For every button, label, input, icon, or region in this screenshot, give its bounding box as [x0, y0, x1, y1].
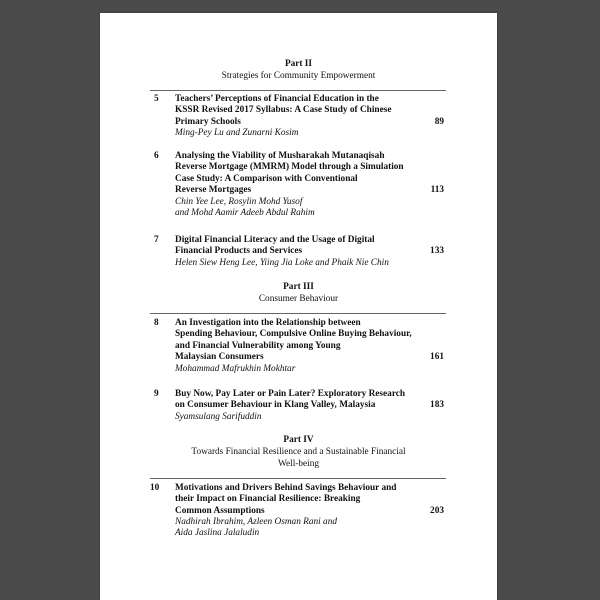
divider — [150, 313, 446, 314]
part-number: Part IV — [283, 435, 314, 445]
chapter-authors: Helen Siew Heng Lee, Yiing Jia Loke and Phaik Nie Chin — [175, 258, 389, 268]
part-title: Strategies for Community Empowerment — [221, 71, 376, 81]
chapter-authors: Mohammad Mafrukhin Mokhtar — [175, 364, 296, 374]
divider — [150, 90, 446, 91]
chapter-title: Motivations and Drivers Behind Savings Behaviour and their Impact on Financial Resilience: Breaking Common Assumptions — [175, 483, 397, 516]
chapter-authors: Ming-Pey Lu and Zunarni Kosim — [175, 128, 299, 138]
page-number: 133 — [430, 246, 444, 256]
divider — [150, 478, 446, 479]
chapter-number: 5 — [154, 94, 159, 104]
part-title: Towards Financial Resilience and a Sustainable Financial Well-being — [191, 447, 406, 469]
page-number: 203 — [430, 506, 444, 516]
part-number: Part II — [284, 59, 313, 69]
page-number: 161 — [430, 352, 444, 362]
chapter-authors: Syamsulang Sarifuddin — [175, 412, 262, 422]
toc-page — [100, 13, 497, 600]
part-number: Part III — [283, 282, 314, 292]
chapter-number: 8 — [154, 318, 159, 328]
part-heading — [100, 281, 497, 305]
page-number: 113 — [430, 185, 444, 195]
chapter-authors: Nadhirah Ibrahim, Azleen Osman Rani and Aida Jaslina Jalaludin — [175, 517, 338, 539]
chapter-authors: Chin Yee Lee, Rosylin Mohd Yusof and Mohd Aamir Adeeb Abdul Rahim — [175, 197, 315, 219]
page-number: 183 — [430, 400, 444, 410]
page-number: 89 — [434, 117, 444, 127]
chapter-number: 9 — [154, 389, 159, 399]
chapter-title: Digital Financial Literacy and the Usage of Digital Financial Products and Services — [175, 235, 375, 257]
chapter-title: An Investigation into the Relationship between Spending Behaviour, Compulsive Online Buying Behaviour, and Financial Vulnerability among Young Malaysian Consumers — [175, 318, 412, 363]
chapter-title: Analysing the Viability of Musharakah Mutanaqisah Reverse Mortgage (MMRM) Model through a Simulation Case Study: A Comparison with Conventional Reverse Mortgages — [175, 151, 404, 196]
chapter-number: 6 — [154, 151, 159, 161]
part-heading — [100, 58, 497, 82]
chapter-number: 7 — [154, 235, 159, 245]
chapter-title: Buy Now, Pay Later or Pain Later? Exploratory Research on Consumer Behaviour in Klang Valley, Malaysia — [175, 389, 406, 411]
chapter-title: Teachers’ Perceptions of Financial Education in the KSSR Revised 2017 Syllabus: A Case Study of Chinese Primary Schools — [175, 94, 392, 127]
part-title: Consumer Behaviour — [258, 294, 339, 304]
part-heading — [100, 434, 497, 470]
chapter-number: 10 — [150, 483, 160, 493]
